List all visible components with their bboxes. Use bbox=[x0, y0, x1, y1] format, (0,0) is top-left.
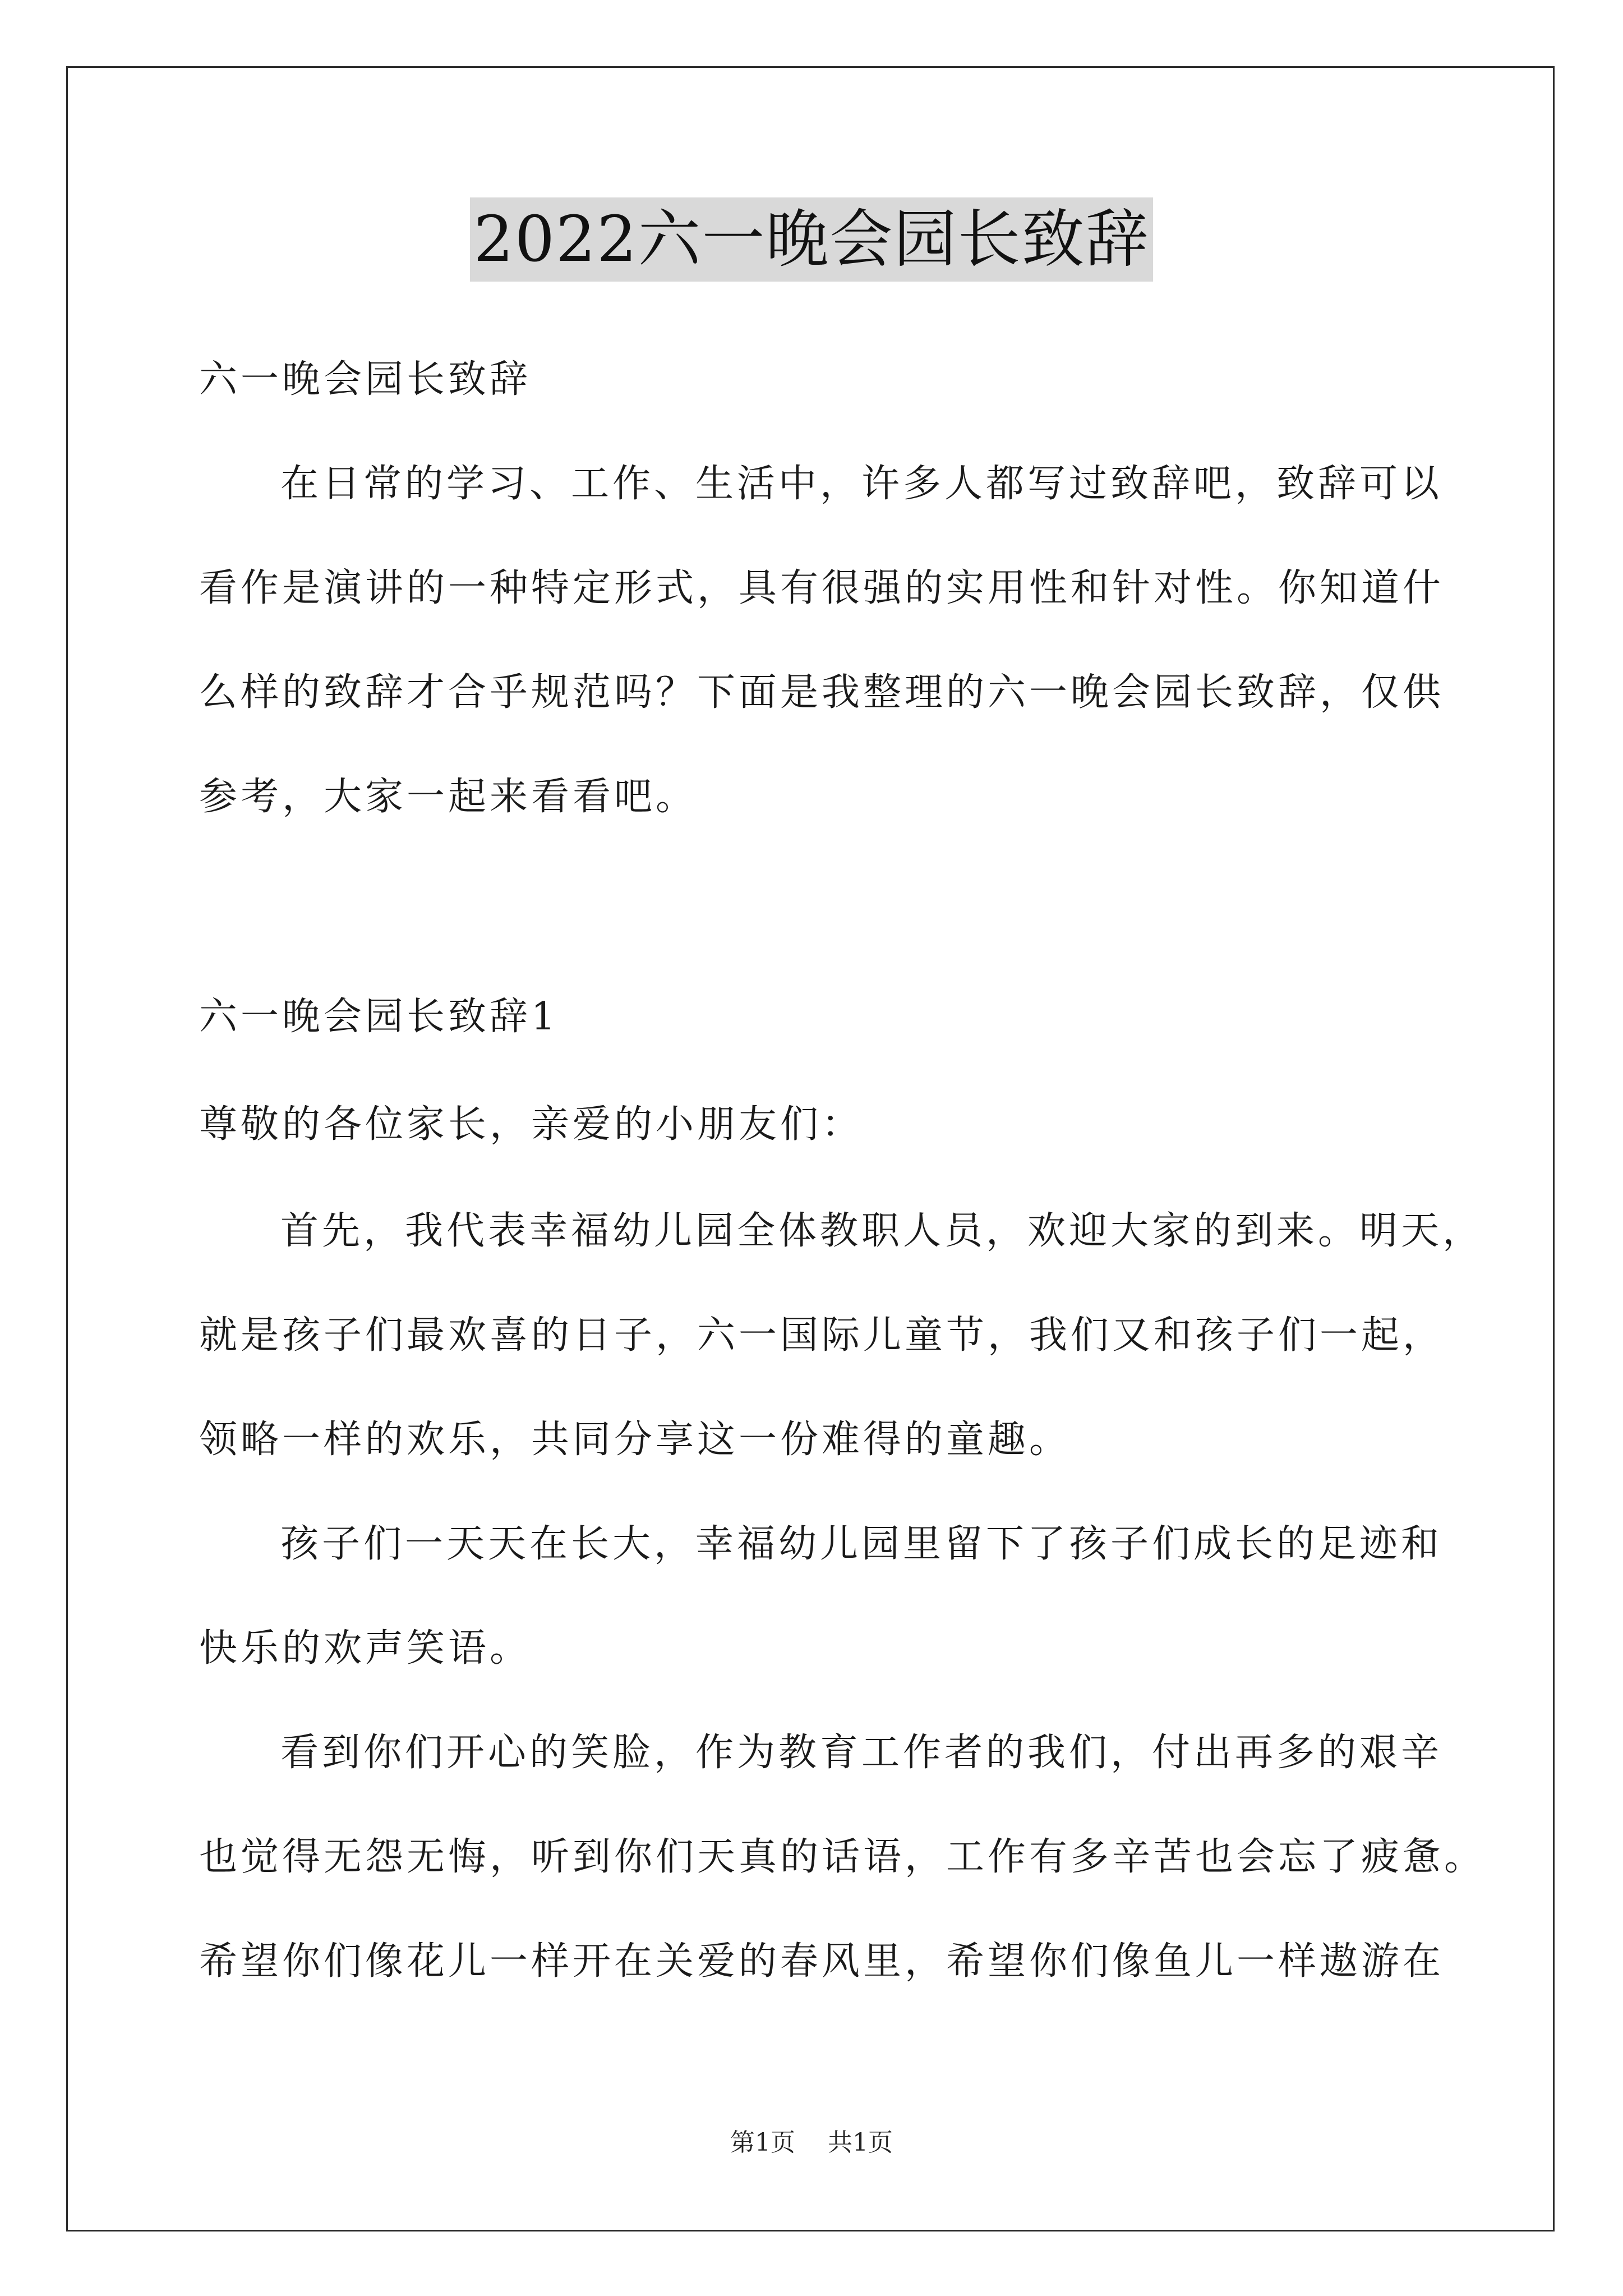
paragraph-line: 就是孩子们最欢喜的日子，六一国际儿童节，我们又和孩子们一起， bbox=[199, 1313, 1445, 1358]
section-heading: 六一晚会园长致辞1 bbox=[199, 995, 559, 1039]
page-footer bbox=[0, 2126, 1623, 2160]
paragraph-line: 看到你们开心的笑脸，作为教育工作者的我们，付出再多的艰辛 bbox=[280, 1731, 1443, 1775]
paragraph-line: 在日常的学习、工作、生活中，许多人都写过致辞吧，致辞可以 bbox=[280, 462, 1443, 506]
subtitle-line: 六一晚会园长致辞 bbox=[199, 357, 532, 402]
title-container bbox=[0, 197, 1623, 282]
paragraph-line: 参考，大家一起来看看吧。 bbox=[199, 775, 698, 819]
document-title: 2022六一晚会园长致辞 bbox=[470, 197, 1152, 282]
paragraph-line: 快乐的欢声笑语。 bbox=[199, 1626, 532, 1671]
paragraph-line: 也觉得无怨无悔，听到你们天真的话语，工作有多辛苦也会忘了疲惫。 bbox=[199, 1835, 1486, 1879]
paragraph-line: 看作是演讲的一种特定形式，具有很强的实用性和针对性。你知道什 bbox=[199, 566, 1445, 610]
paragraph-line: 首先，我代表幸福幼儿园全体教职人员，欢迎大家的到来。明天， bbox=[280, 1209, 1484, 1253]
salutation-line: 尊敬的各位家长，亲爱的小朋友们： bbox=[199, 1102, 864, 1147]
paragraph-line: 么样的致辞才合乎规范吗？下面是我整理的六一晚会园长致辞，仅供 bbox=[199, 670, 1445, 715]
page-number: 第1页 bbox=[730, 2128, 795, 2157]
paragraph-line: 孩子们一天天在长大，幸福幼儿园里留下了孩子们成长的足迹和 bbox=[280, 1522, 1443, 1566]
paragraph-line: 领略一样的欢乐，共同分享这一份难得的童趣。 bbox=[199, 1418, 1071, 1462]
page-total: 共1页 bbox=[828, 2128, 893, 2157]
paragraph-line: 希望你们像花儿一样开在关爱的春风里，希望你们像鱼儿一样遨游在 bbox=[199, 1939, 1445, 1984]
